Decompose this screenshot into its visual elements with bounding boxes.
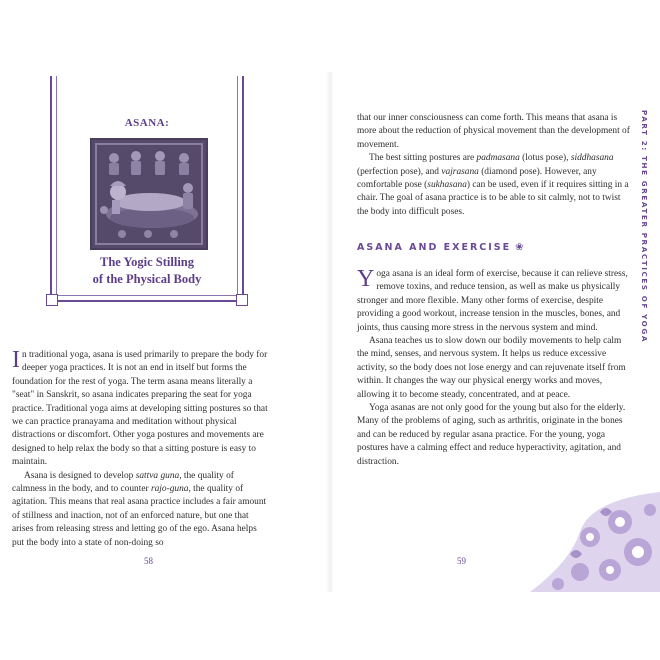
lotus-ornament-icon: ❀ [515,242,524,253]
section-heading: ASANA AND EXERCISE ❀ [357,242,524,253]
book-spread [0,72,660,592]
chapter-title-line: of the Physical Body [92,272,202,286]
chapter-title-line: The Yogic Stilling [100,255,194,269]
paragraph: Yoga asanas are not only good for the young but also for the elderly. Many of the problems of aging, such as arthritis, originate in the bones and can be reduced by regular asana practice. For the young, yoga postures have a calming effect and reduce hyperactivity, agitation, and distraction. [357,403,626,467]
part-side-tab: PART 2: THE GREATER PRACTICES OF YOGA [640,110,649,344]
paragraph: The best sitting postures are padmasana (lotus pose), siddhasana (perfection pose), and vajrasana (diamond pose). However, any comfortable pose (sukhasana) can be used, even if it requires sitting in a chair. The goal of asana practice is to be able to sit calmly, not to twist the body into difficult poses. [357,153,629,217]
drop-cap: I [12,347,20,373]
paragraph: Asana teaches us to slow down our bodily movements to help calm the mind, senses, and nervous system. It helps us reduce excessive activity, so the body does not lose energy and can rejuvenate itself from within. It changes the way our physical energy works and moves, allowing it to become steady, concentrated, and at peace. [357,336,626,400]
paragraph: Asana is designed to develop sattva guna, the quality of calmness in the body, and to counter rajo-guna, the quality of agitation. This means that real asana practice includes a fair amount of stillness and inaction, not of an enforced nature, but one that arises from releasing stress and letting go of the ego. Asana helps put the body into a state of non-doing so [12,470,267,548]
relief-illustration [90,138,208,250]
chapter-frame [50,76,244,302]
paragraph: In traditional yoga, asana is used primarily to prepare the body for deeper yoga practices. It is not an end in itself but forms the foundation for the rest of yoga. The term asana means literally a "seat" in Sanskrit, so asana indicates preparing the seat for yoga practice. Traditional yoga aims at developing sitting postures so that we can practice pranayama and meditation without physical distractions or discomfort. Other yoga postures and movements are designed to help relax the body so that a sitting posture is easy to maintain. [12,347,268,468]
paragraph: Yoga asana is an ideal form of exercise, because it can relieve stress, remove toxins, and reduce tension, as well as make us physically stronger and more flexible. Many other forms of exercise, despite providing a good workout, increase tension in the muscles, bones, and joints, thus causing more stress in the nervous system and mind. [357,266,628,333]
chapter-label: ASANA: [124,117,170,129]
paragraph: that our inner consciousness can come forth. This means that asana is more about the reduction of physical movement than the development of movement. [357,113,630,150]
page-number: 59 [457,556,466,566]
floral-ornament [520,492,660,592]
left-body-text [12,349,268,550]
right-body-text [357,268,633,469]
frame-corner-ornament [46,294,58,306]
right-top-text [357,112,633,219]
chapter-title [52,254,242,288]
frame-corner-ornament [236,294,248,306]
left-page [0,72,330,592]
page-number: 58 [144,556,153,566]
right-page [330,72,660,592]
drop-cap: Y [357,266,375,292]
